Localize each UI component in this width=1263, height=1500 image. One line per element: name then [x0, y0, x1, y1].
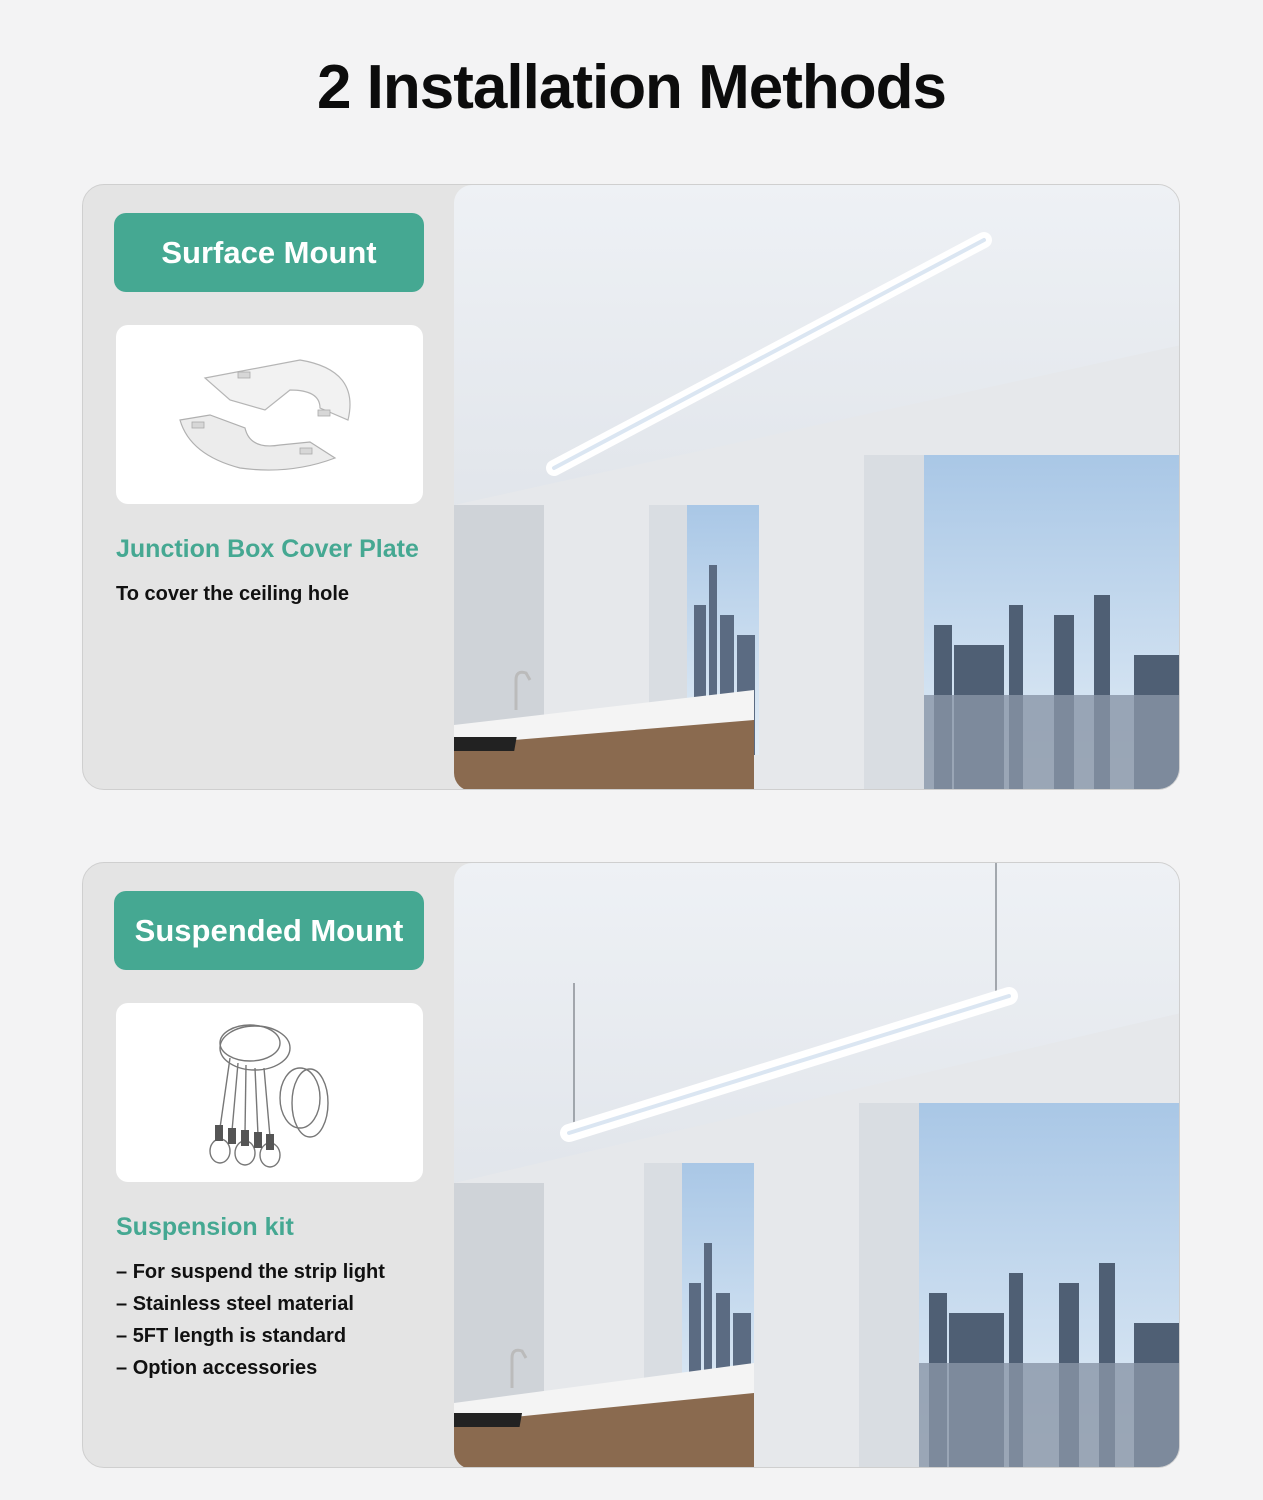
list-item: – 5FT length is standard: [116, 1320, 385, 1352]
page-title: 2 Installation Methods: [316, 53, 947, 122]
cover-plate-icon: [170, 350, 370, 480]
suspension-kit-title: Suspension kit: [116, 1213, 294, 1241]
list-item: – Stainless steel material: [116, 1288, 385, 1320]
suspension-kit-features: [116, 1256, 385, 1384]
suspension-kit-image: [116, 1003, 423, 1182]
suspended-mount-card: [82, 862, 1180, 1468]
suspended-mount-room-photo: [454, 863, 1180, 1468]
surface-mount-card: [82, 184, 1180, 790]
list-item: – For suspend the strip light: [116, 1256, 385, 1288]
surface-mount-room-photo: [454, 185, 1180, 790]
list-item: – Option accessories: [116, 1352, 385, 1384]
junction-box-title: Junction Box Cover Plate: [116, 535, 419, 563]
surface-mount-label: Surface Mount: [114, 213, 424, 292]
junction-box-description: To cover the ceiling hole: [116, 583, 350, 605]
suspension-cable-icon: [200, 1013, 340, 1173]
junction-box-cover-plate-image: [116, 325, 423, 504]
suspended-mount-label: Suspended Mount: [114, 891, 424, 970]
